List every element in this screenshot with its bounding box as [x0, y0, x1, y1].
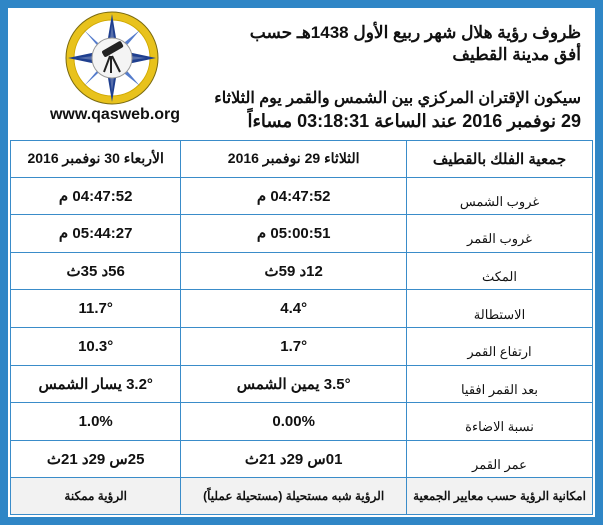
- cell-day-1: 12د 59ث: [181, 252, 407, 290]
- row-label: بعد القمر افقيا: [407, 365, 593, 403]
- cell-day-1: 0.00%: [181, 403, 407, 441]
- row-label: نسبة الاضاءة: [407, 403, 593, 441]
- table-row: [11, 440, 593, 478]
- table-row: [11, 177, 593, 215]
- page-title: [221, 22, 581, 66]
- cell-day-2: 56د 35ث: [11, 252, 181, 290]
- title-line-2: أفق مدينة القطيف: [452, 45, 581, 64]
- table-footer-row: [11, 478, 593, 515]
- row-label: المكث: [407, 252, 593, 290]
- footer-label: امكانية الرؤية حسب معايير الجمعية: [407, 478, 593, 515]
- cell-day-2: 25س 29د 21ث: [11, 440, 181, 478]
- table-header-row: [11, 141, 593, 178]
- cell-day-2: 10.3°: [11, 327, 181, 365]
- cell-day-2: 11.7°: [11, 290, 181, 328]
- table-row: [11, 290, 593, 328]
- cell-day-2: 04:47:52 م: [11, 177, 181, 215]
- row-label: الاستطالة: [407, 290, 593, 328]
- cell-day-2: 05:44:27 م: [11, 215, 181, 253]
- society-logo: [64, 10, 160, 106]
- compass-star-icon: [64, 10, 160, 106]
- header-day-2: الأربعاء 30 نوفمبر 2016: [11, 141, 181, 178]
- website-url: www.qasweb.org: [49, 106, 181, 123]
- table-row: [11, 327, 593, 365]
- row-label: غروب القمر: [407, 215, 593, 253]
- cell-day-1: 1.7°: [181, 327, 407, 365]
- table-row: [11, 215, 593, 253]
- cell-day-1: 3.5° يمين الشمس: [181, 365, 407, 403]
- cell-day-2: 3.2° يسار الشمس: [11, 365, 181, 403]
- content-panel: [8, 8, 595, 517]
- conjunction-line-2: 29 نوفمبر 2016 عند الساعة 03:18:31 مساءاً: [247, 111, 581, 131]
- header: [8, 8, 595, 140]
- cell-day-1: 01س 29د 21ث: [181, 440, 407, 478]
- header-society: جمعية الفلك بالقطيف: [407, 141, 593, 178]
- table-row: [11, 365, 593, 403]
- cell-day-1: 05:00:51 م: [181, 215, 407, 253]
- cell-day-2: 1.0%: [11, 403, 181, 441]
- header-day-1: الثلاثاء 29 نوفمبر 2016: [181, 141, 407, 178]
- cell-day-1: 4.4°: [181, 290, 407, 328]
- table-row: [11, 252, 593, 290]
- row-label: غروب الشمس: [407, 177, 593, 215]
- visibility-table: [10, 140, 593, 515]
- cell-day-1: 04:47:52 م: [181, 177, 407, 215]
- footer-day-2: الرؤية ممكنة: [11, 478, 181, 515]
- conjunction-line-1: سيكون الإقتران المركزي بين الشمس والقمر يوم الثلاثاء: [214, 90, 581, 107]
- row-label: عمر القمر: [407, 440, 593, 478]
- footer-day-1: الرؤية شبه مستحيلة (مستحيلة عملياً): [181, 478, 407, 515]
- title-line-1: ظروف رؤية هلال شهر ربيع الأول 1438هـ حسب: [249, 23, 581, 42]
- table-row: [11, 403, 593, 441]
- conjunction-note: [181, 88, 581, 132]
- row-label: ارتفاع القمر: [407, 327, 593, 365]
